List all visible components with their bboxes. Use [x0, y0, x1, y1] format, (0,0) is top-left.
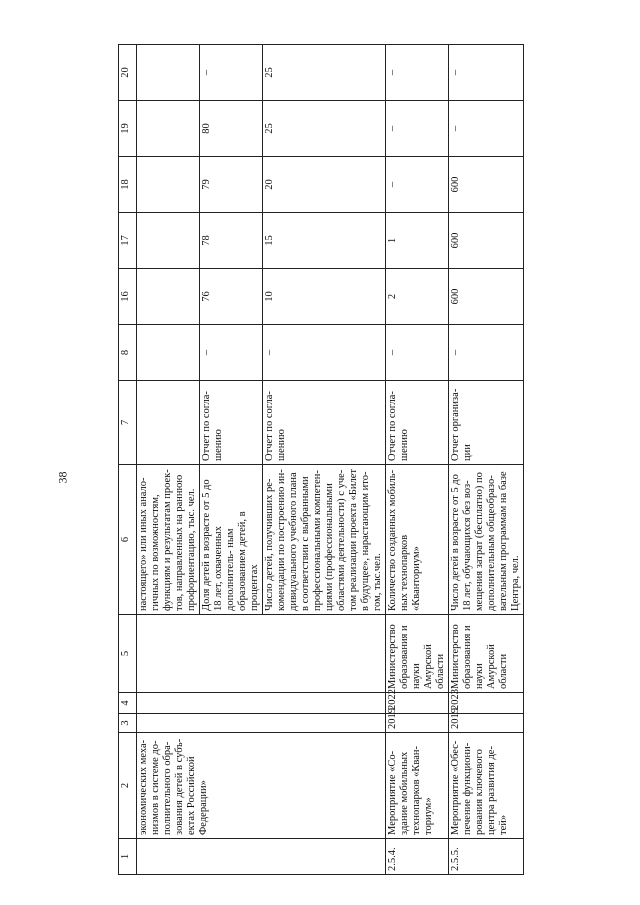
- header-cell: 4: [119, 693, 137, 714]
- value-cell-20: –: [386, 45, 449, 101]
- value-cell-20: –: [200, 45, 263, 101]
- value-cell-17: 600: [449, 213, 524, 269]
- source-cell: Отчет по согла- шению: [200, 381, 263, 465]
- row-number-cell: [137, 839, 386, 875]
- value-cell-19: 80: [200, 101, 263, 157]
- table-row: [449, 45, 524, 875]
- executor-cell: Министерство образования и науки Амурской области: [449, 615, 524, 693]
- header-cell: 7: [119, 381, 137, 465]
- page-number: 38: [55, 471, 70, 484]
- value-cell-20: [137, 45, 200, 101]
- value-cell-8: –: [263, 325, 386, 381]
- header-cell: 19: [119, 101, 137, 157]
- header-cell: 6: [119, 465, 137, 615]
- header-cell: 18: [119, 157, 137, 213]
- header-cell: 2: [119, 733, 137, 839]
- value-cell-8: [137, 325, 200, 381]
- measure-name-cell: экономических меха- низмов в системе до- полнительного обра- зования детей в субъ- ектах Российской Федерации»: [137, 733, 386, 839]
- end-year-cell: 2022: [386, 693, 449, 714]
- row-number-cell: 2.5.4.: [386, 839, 449, 875]
- value-cell-20: 25: [263, 45, 386, 101]
- header-row: [119, 45, 137, 875]
- value-cell-18: –: [386, 157, 449, 213]
- value-cell-18: 20: [263, 157, 386, 213]
- indicator-cell: Число детей в возрасте от 5 до 18 лет, обучающихся без воз- мещения затрат (бесплатно) по дополнительным общеобразо- вательным программам на базе Центра, чел.: [449, 465, 524, 615]
- value-cell-8: –: [200, 325, 263, 381]
- value-cell-16: 10: [263, 269, 386, 325]
- value-cell-18: [137, 157, 200, 213]
- value-cell-19: 25: [263, 101, 386, 157]
- source-cell: Отчет по согла- шению: [263, 381, 386, 465]
- source-cell: [137, 381, 200, 465]
- value-cell-19: [137, 101, 200, 157]
- value-cell-17: [137, 213, 200, 269]
- indicator-cell: настоящего» или иных анало- гичных по возможностям, функциям и результатам проек- тов, направленных на раннюю профориентацию, тыс. чел.: [137, 465, 200, 615]
- start-year-cell: 2019: [386, 714, 449, 733]
- value-cell-17: 78: [200, 213, 263, 269]
- executor-cell: Министерство образования и науки Амурской области: [386, 615, 449, 693]
- value-cell-17: 15: [263, 213, 386, 269]
- value-cell-16: 2: [386, 269, 449, 325]
- end-year-cell: 2023: [449, 693, 524, 714]
- value-cell-18: 600: [449, 157, 524, 213]
- value-cell-8: –: [449, 325, 524, 381]
- measures-table: [118, 44, 524, 875]
- value-cell-8: –: [386, 325, 449, 381]
- value-cell-17: 1: [386, 213, 449, 269]
- end-year-cell: [137, 693, 386, 714]
- indicator-cell: Доля детей в возрасте от 5 до 18 лет, охваченных дополнитель- ным образованием детей, в процентах: [200, 465, 263, 615]
- header-cell: 1: [119, 839, 137, 875]
- value-cell-18: 79: [200, 157, 263, 213]
- value-cell-16: [137, 269, 200, 325]
- start-year-cell: [137, 714, 386, 733]
- start-year-cell: 2019: [449, 714, 524, 733]
- header-cell: 20: [119, 45, 137, 101]
- header-cell: 17: [119, 213, 137, 269]
- value-cell-16: 600: [449, 269, 524, 325]
- value-cell-16: 76: [200, 269, 263, 325]
- indicator-cell: Число детей, получивших ре- комендации по построению ин- дивидуального учебного плана в соответствии с выбранными профессиональными компетен- циями (профессиональными областями деятельности) с уче- том реализации проекта «Билет в будущее», нарастающим ито- гом, тыс.чел.: [263, 465, 386, 615]
- indicator-cell: Количество созданных мобиль- ных технопарков «Кванториум»: [386, 465, 449, 615]
- measure-name-cell: Мероприятие «Обес- печение функциони- рования ключевого центра развития де- тей»: [449, 733, 524, 839]
- table-row: [386, 45, 449, 875]
- row-number-cell: 2.5.5.: [449, 839, 524, 875]
- value-cell-19: –: [449, 101, 524, 157]
- rotated-table-container: [118, 45, 618, 875]
- table-row: [137, 45, 200, 875]
- value-cell-20: –: [449, 45, 524, 101]
- header-cell: 5: [119, 615, 137, 693]
- source-cell: Отчет организа- ции: [449, 381, 524, 465]
- executor-cell: [137, 615, 386, 693]
- source-cell: Отчет по согла- шению: [386, 381, 449, 465]
- measure-name-cell: Мероприятие «Со- здание мобильных технопарков «Кван- ториум»: [386, 733, 449, 839]
- header-cell: 3: [119, 714, 137, 733]
- value-cell-19: –: [386, 101, 449, 157]
- header-cell: 16: [119, 269, 137, 325]
- header-cell: 8: [119, 325, 137, 381]
